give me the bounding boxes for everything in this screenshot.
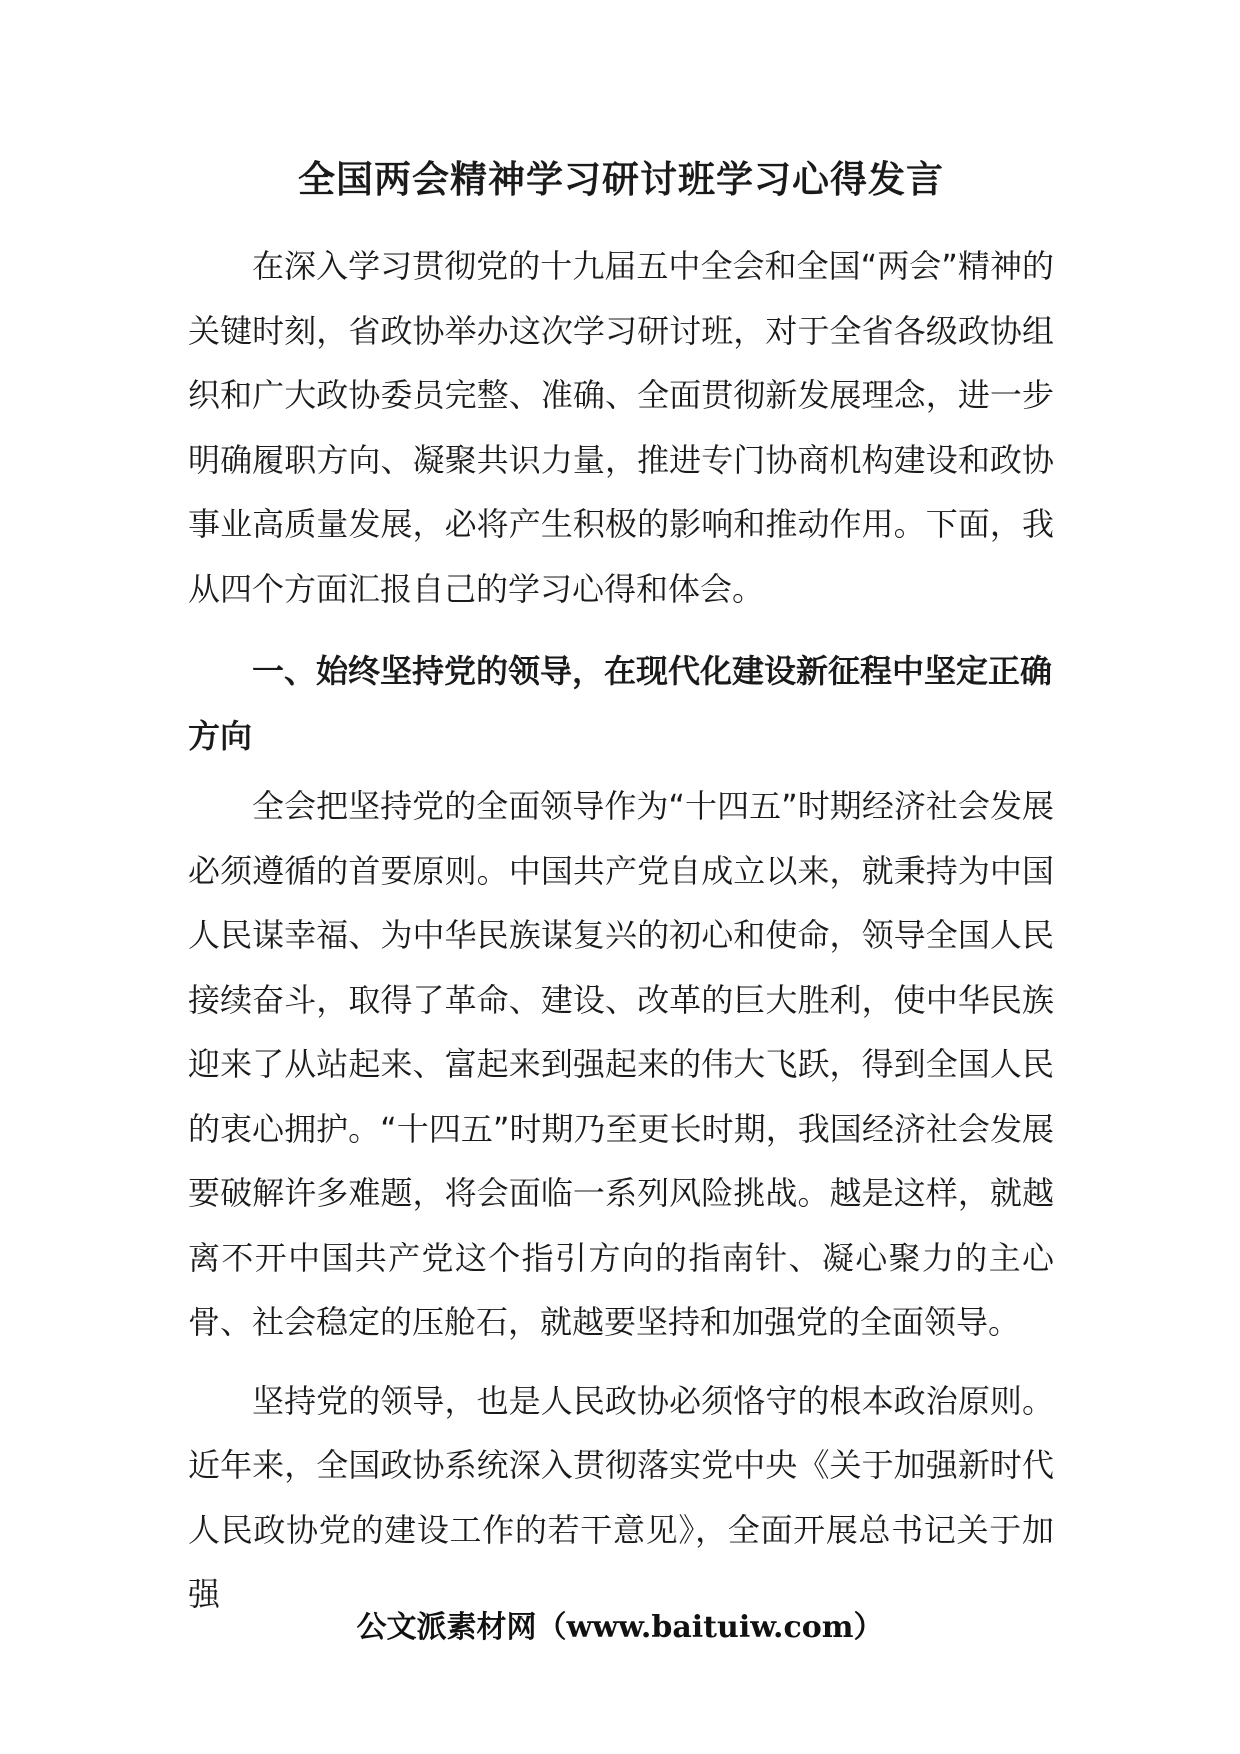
paragraph-section-1: 全会把坚持党的全面领导作为“十四五”时期经济社会发展必须遵循的首要原则。中国共产党自成立以来，就秉持为中国人民谋幸福、为中华民族谋复兴的初心和使命，领导全国人民接续奋斗，取得了革命、建设、改革的巨大胜利，使中华民族迎来了从站起来、富起来到强起来的伟大飞跃，得到全国人民的衷心拥护。“十四五”时期乃至更长时期，我国经济社会发展要破解许多难题，将会面临一系列风险挑战。越是这样，就越离不开中国共产党这个指引方向的指南针、凝心聚力的主心骨、社会稳定的压舱石，就越要坚持和加强党的全面领导。 xyxy=(188,787,1054,1341)
document-body xyxy=(188,150,1054,1627)
section-heading-1: 一、始终坚持党的领导，在现代化建设新征程中坚定正确方向 xyxy=(188,652,1053,755)
source-footer: 公文派素材网（www.baituiw.com） xyxy=(356,1610,884,1645)
paragraph-section-1-continued: 坚持党的领导，也是人民政协必须恪守的根本政治原则。近年来，全国政协系统深入贯彻落实党中央《关于加强新时代人民政协党的建设工作的若干意见》，全面开展总书记关于加强 xyxy=(188,1381,1054,1613)
paragraph-intro: 在深入学习贯彻党的十九届五中全会和全国“两会”精神的关键时刻，省政协举办这次学习研讨班，对于全省各级政协组织和广大政协委员完整、准确、全面贯彻新发展理念，进一步明确履职方向、凝聚共识力量，推进专门协商机构建设和政协事业高质量发展，必将产生积极的影响和推动作用。下面，我从四个方面汇报自己的学习心得和体会。 xyxy=(188,247,1054,608)
document-title: 全国两会精神学习研讨班学习心得发言 xyxy=(298,158,944,201)
